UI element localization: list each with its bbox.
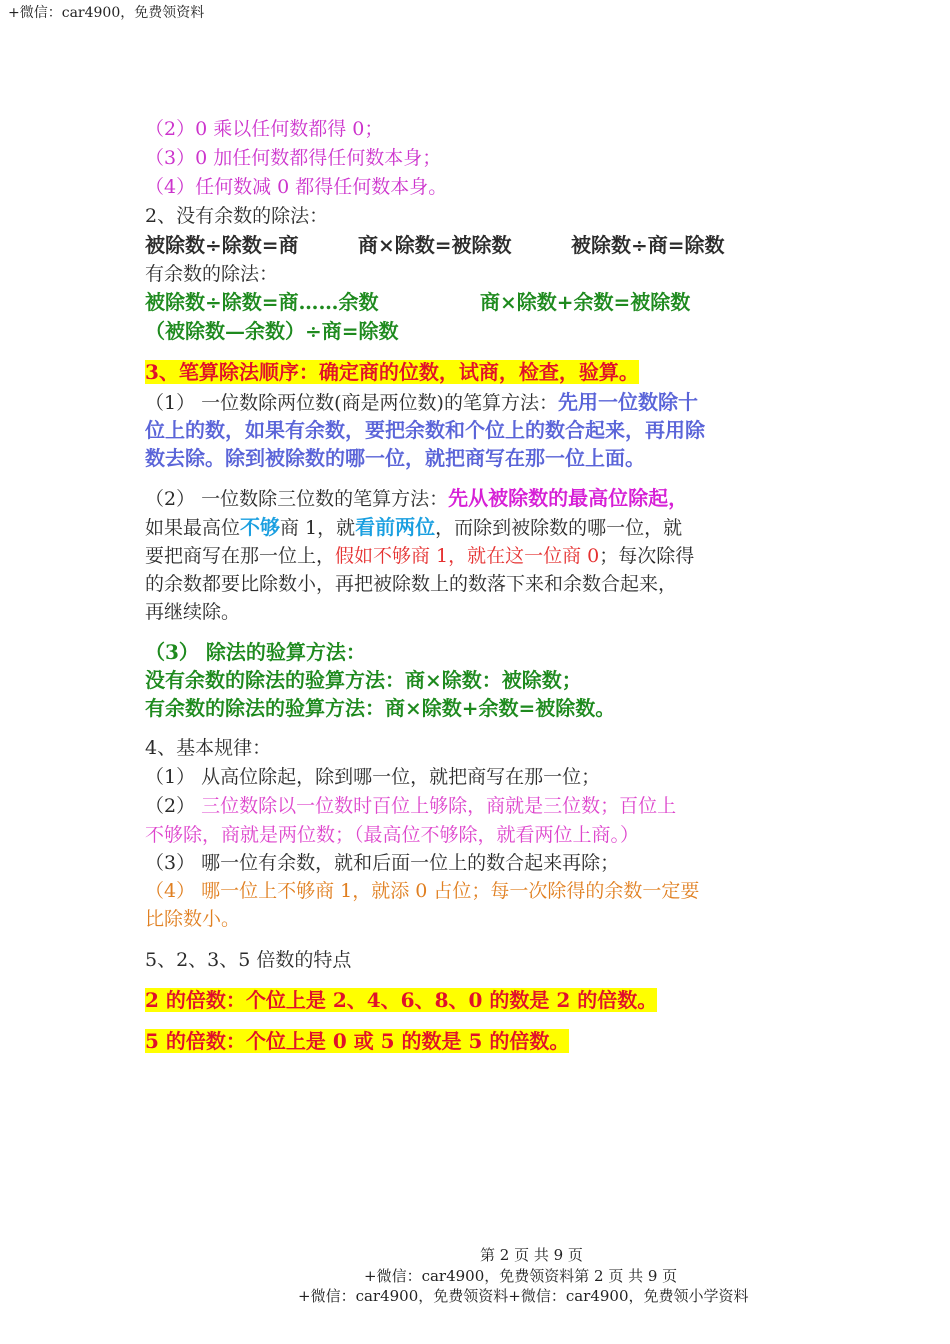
footer-watermark-2: +微信：car4900，免费领资料+微信：car4900，免费领小学资料	[298, 1287, 749, 1305]
law-3: （3） 哪一位有余数，就和后面一位上的数合起来再除；	[145, 852, 620, 874]
page-number: 第 2 页 共 9 页	[480, 1246, 583, 1264]
rule-2: （2）0 乘以任何数都得 0；	[145, 118, 384, 140]
law-4-line-2: 比除数小。	[145, 908, 241, 930]
section5-title: 5、2、3、5 倍数的特点	[145, 949, 352, 971]
remainder-formula-1: 被除数÷除数=商……余数	[145, 290, 379, 314]
law-1: （1） 从高位除起，除到哪一位，就把商写在那一位；	[145, 766, 601, 788]
section2-title: 2、没有余数的除法：	[145, 205, 329, 227]
check-with-remainder: 有余数的除法的验算方法：商×除数+余数=被除数。	[145, 696, 616, 720]
rule-3: （3）0 加任何数都得任何数本身；	[145, 147, 442, 169]
law-4-line-1: （4） 哪一位上不够商 1，就添 0 占位；每一次除得的余数一定要	[145, 880, 700, 902]
formula-1: 被除数÷除数=商	[145, 233, 299, 257]
method-2-line-4: 的余数都要比除数小，再把被除数上的数落下来和余数合起来，	[145, 573, 678, 595]
multiple-of-2: 2 的倍数：个位上是 2、4、6、8、0 的数是 2 的倍数。	[145, 988, 658, 1012]
method-1-line-2: 位上的数，如果有余数，要把余数和个位上的数合起来，再用除	[145, 418, 705, 442]
method-2-line-2: 如果最高位不够商 1，就看前两位，而除到被除数的哪一位，就	[145, 515, 683, 539]
method-2-line-1: （2） 一位数除三位数的笔算方法：先从被除数的最高位除起，	[145, 486, 689, 510]
check-title: （3） 除法的验算方法：	[145, 640, 366, 664]
method-1-line-3: 数去除。除到被除数的哪一位，就把商写在那一位上面。	[145, 446, 645, 470]
method-2-line-5: 再继续除。	[145, 601, 241, 623]
multiple-of-5: 5 的倍数：个位上是 0 或 5 的数是 5 的倍数。	[145, 1029, 570, 1053]
law-2-line-1: （2） 三位数除以一位数时百位上够除，商就是三位数；百位上	[145, 795, 677, 817]
check-no-remainder: 没有余数的除法的验算方法：商×除数：被除数；	[145, 668, 582, 692]
method-1-line-1: （1） 一位数除两位数(商是两位数)的笔算方法：先用一位数除十	[145, 390, 698, 414]
remainder-formula-2: 商×除数+余数=被除数	[480, 290, 691, 314]
formula-2: 商×除数=被除数	[358, 233, 512, 257]
remainder-formula-3: （被除数—余数）÷商=除数	[145, 319, 399, 343]
footer-watermark-1: +微信：car4900，免费领资料第 2 页 共 9 页	[364, 1267, 678, 1285]
header-watermark: +微信：car4900，免费领资料	[8, 5, 205, 21]
remainder-title: 有余数的除法：	[145, 263, 279, 285]
section3-title: 3、笔算除法顺序：确定商的位数，试商，检查，验算。	[145, 360, 639, 384]
method-2-line-3: 要把商写在那一位上，假如不够商 1，就在这一位商 0；每次除得	[145, 545, 695, 567]
formula-3: 被除数÷商=除数	[571, 233, 725, 257]
law-2-line-2: 不够除，商就是两位数；（最高位不够除，就看两位上商。）	[145, 824, 640, 846]
section4-title: 4、基本规律：	[145, 737, 272, 759]
rule-4: （4）任何数减 0 都得任何数本身。	[145, 176, 448, 198]
